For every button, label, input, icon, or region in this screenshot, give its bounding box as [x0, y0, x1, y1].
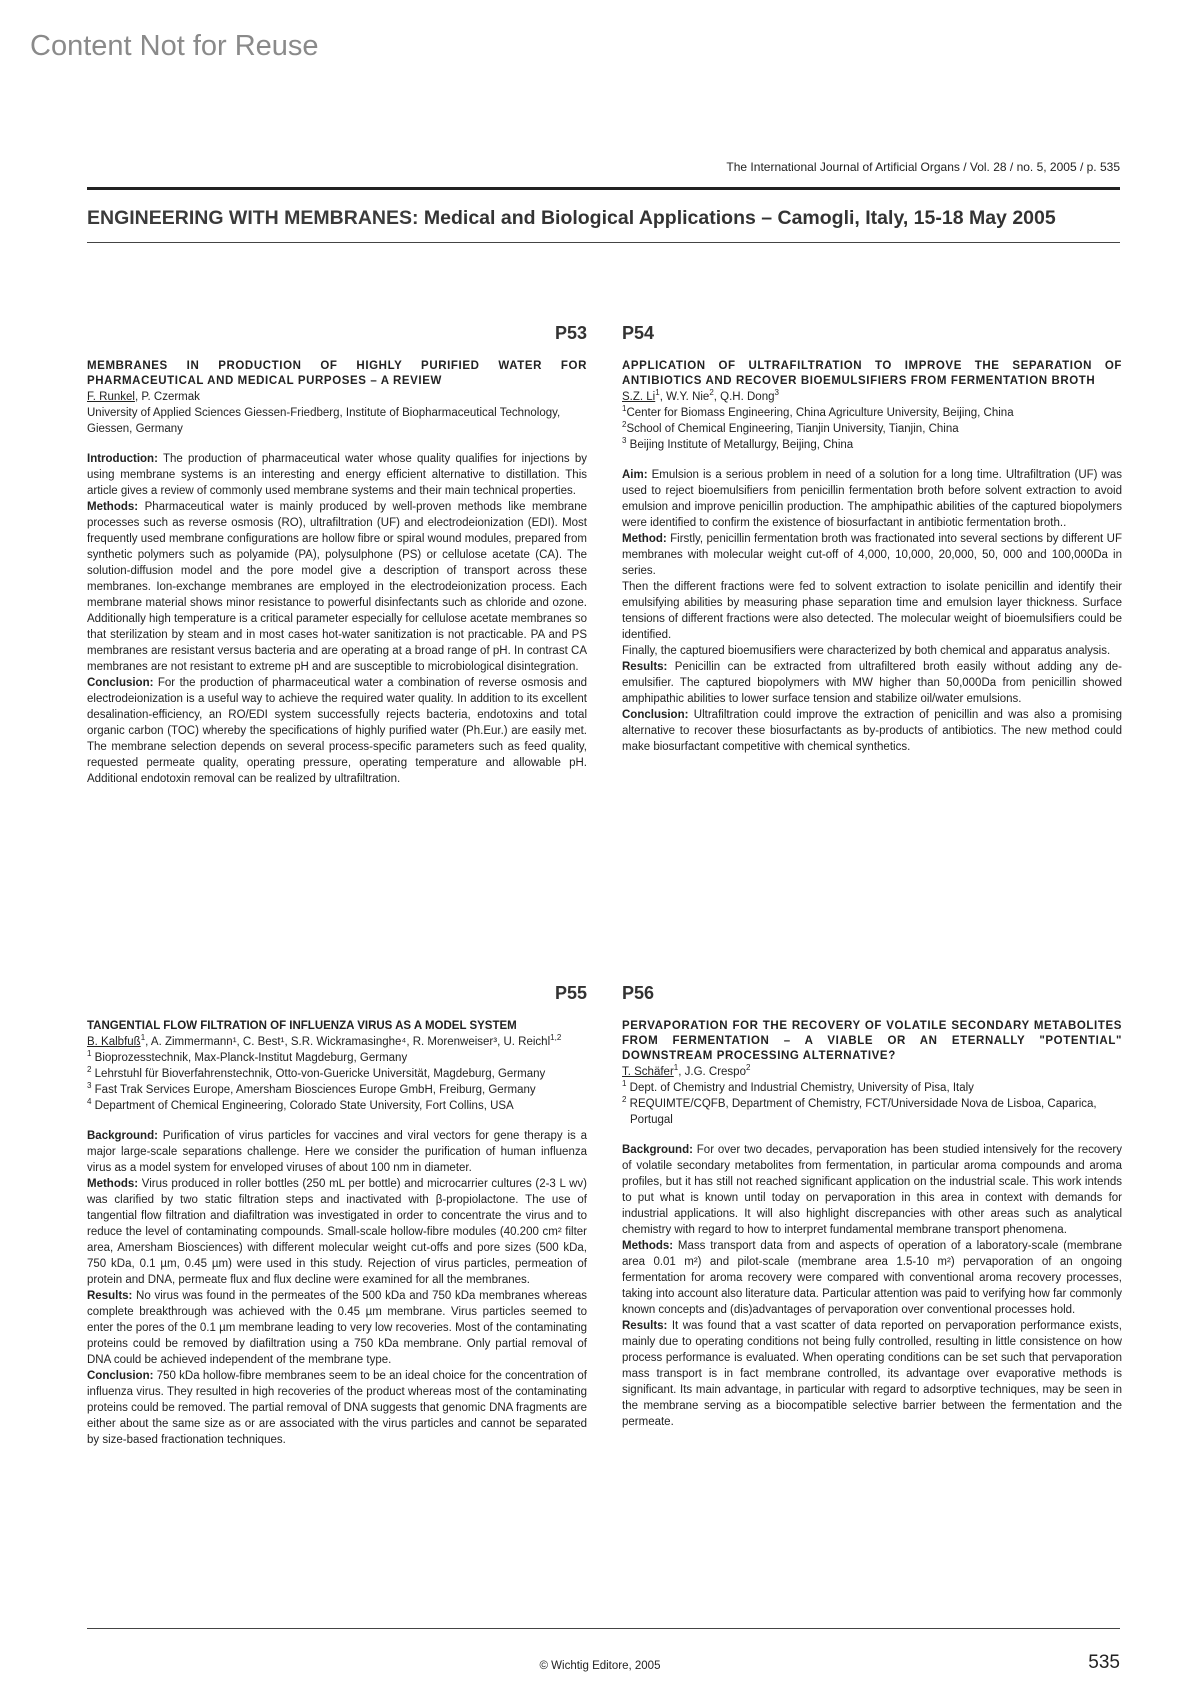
abstract-method-3: Finally, the captured bioemusifiers were characterized by both chemical and apparatus analysis. [622, 645, 1111, 657]
abstract-number: P54 [622, 323, 655, 343]
journal-citation: The International Journal of Artificial Organs / Vol. 28 / no. 5, 2005 / p. 535 [726, 160, 1120, 174]
abstract-authors: F. Runkel, P. Czermak [87, 391, 200, 403]
abstract-methods: Methods: Mass transport data from and aspects of operation of a laboratory-scale (membrane area 0.01 m²) and pilot-scale (membrane area 1.5-10 m²) pervaporation of an ongoing fermentation for aroma recovery were compared with conventional aroma recovery processes, taking into account also literature data. Particular attention was paid to verifying how far commonly known concepts and (dis)advantages of pervaporation over conventional processes hold. [622, 1240, 1122, 1316]
abstract-method-2: Then the different fractions were fed to solvent extraction to isolate penicillin and identify their emulsifying abilities by measuring phase separation time and emulsion layer thickness. Surface tensions of different fractions were also detected. The molecular weight of bioemulsifiers could be identified. [622, 581, 1122, 641]
abstract-methods: Methods: Pharmaceutical water is mainly produced by well-proven methods like membrane processes such as reverse osmosis (RO), ultrafiltration (UF) and electrodeionization (EDI). Most frequently used membrane configurations are hollow fibre or spiral wound modules, prepared from synthetic polymers such as polyamide (PA), polysulphone (PS) or cellulose acetate (CA). The solution-diffusion model and the pore model give a description of transport across these membranes. Ion-exchange membranes are employed in the electrodeionization process. Each membrane material shows minor resistance to powerful disinfectants such as chloride and ozone. Additionally high temperature is a critical parameter especially for cellulose acetate membranes so that sterilization by steam and in most cases hot-water sanitization is not practicable. PA and PS membranes are resistant versus bacteria and are operating at a broad range of pH. In contrast CA membranes are not resistant to extreme pH and are susceptible to microbiological disintegration. [87, 501, 587, 673]
abstract-p53 [87, 325, 587, 787]
abstract-method: Method: Firstly, penicillin fermentation broth was fractionated into several sections by different UF membranes with molecular weight cut-off of 4,000, 10,000, 20,000, 50, 000 and 100,000Da in series. [622, 533, 1122, 577]
abstract-title: MEMBRANES IN PRODUCTION OF HIGHLY PURIFIED WATER FOR PHARMACEUTICAL AND MEDICAL PURPOSES – A REVIEW [87, 360, 587, 387]
abstract-background: Background: For over two decades, pervaporation has been studied intensively for the recovery of volatile secondary metabolites from fermentation, in particular aroma compounds and aroma profiles, but it has still not reached significant application on the industrial scale. This work intends to put what is known until today on pervaporation in this area in context with demands for industrial applications. It will also highlight discrepancies with other areas such as analytical chemistry with regard to how to interpret fundamental membrane transport phenomena. [622, 1144, 1122, 1236]
abstract-title: APPLICATION OF ULTRAFILTRATION TO IMPROVE THE SEPARATION OF ANTIBIOTICS AND RECOVER BIOEMULSIFIERS FROM FERMENTATION BROTH [622, 360, 1122, 387]
header-rule-bottom [87, 242, 1120, 243]
abstract-authors: S.Z. Li$^1$, W.Y. Nie$^2$, Q.H. Dong$^3$ [622, 388, 779, 403]
abstract-p56 [622, 985, 1122, 1430]
conference-title: ENGINEERING WITH MEMBRANES: Medical and Biological Applications – Camogli, Italy, 15-18 May 2005 [87, 207, 1056, 229]
abstract-results: Results: It was found that a vast scatter of data reported on pervaporation performance exists, mainly due to operating conditions not being fully controlled, resulting in little consistence on how process performance is evaluated. When operating conditions can be set such that pervaporation mass transport is in fact membrane controlled, its advantage over evaporative methods is significant. Its main advantage, in particular with regard to adsorptive techniques, may be seen in the membrane serving as a biocompatible selective barrier between the fermentation and the permeate. [622, 1320, 1122, 1428]
abstract-title: TANGENTIAL FLOW FILTRATION OF INFLUENZA VIRUS AS A MODEL SYSTEM [87, 1020, 517, 1032]
abstract-introduction: Introduction: The production of pharmaceutical water whose quality qualifies for injections by using membrane systems is an interesting and energy efficient alternative to distillation. This article gives a review of commonly used membrane systems and their main technical properties. [87, 453, 587, 497]
abstract-methods: Methods: Virus produced in roller bottles (250 mL per bottle) and microcarrier cultures (2-3 L wv) was clarified by two static filtration steps and inactivated with β-propiolactone. The use of tangential flow filtration and diafiltration was investigated in order to concentrate the virus and to reduce the level of contaminating compounds. Small-scale hollow-fibre modules (40.200 cm² filter area, Amersham Biosciences) with different molecular weight cut-offs and pore sizes (500 kDa, 750 kDa, 0.1 µm, 0.45 µm) were used in this study. Rejection of virus particles, permeation of protein and DNA, permeate flux and flux decline were examined for all the membranes. [87, 1178, 587, 1286]
abstract-results: Results: No virus was found in the permeates of the 500 kDa and 750 kDa membranes whereas complete breakthrough was achieved with the 0.45 µm membrane. Virus particles seemed to enter the pores of the 0.1 µm membrane leading to very low recoveries. Most of the contaminating proteins could be removed by diafiltration using a 750 kDa membrane. Only partial removal of DNA could be achieved independent of the membrane type. [87, 1290, 587, 1366]
page-number: 535 [1088, 1652, 1120, 1673]
abstract-number: P53 [554, 323, 587, 343]
abstract-affiliation: $^1$Center for Biomass Engineering, China Agriculture University, Beijing, China $^2$School of Chemical Engineering, Tianjin University, Tianjin, China $^3$ Beijing Institute of Metallurgy, Beijing, China [622, 404, 1014, 451]
abstract-authors: T. Schäfer$^1$, J.G. Crespo$^2$ [622, 1063, 751, 1078]
abstract-authors: B. Kalbfuß$^1$, A. Zimmermann¹, C. Best¹, S.R. Wickramasinghe⁴, R. Morenweiser³, U. Reichl$^{1,2}$ [87, 1033, 562, 1048]
abstract-results: Results: Penicillin can be extracted from ultrafiltered broth easily without adding any de-emulsifier. The captured biopolymers with MW higher than 50,000Da from penicillin showed amphipathic abilities to lower surface tension and stabilize oil/water emulsions. [622, 661, 1122, 705]
footer-rule [87, 1628, 1120, 1629]
abstract-conclusion: Conclusion: Ultrafiltration could improve the extraction of penicillin and was also a promising alternative to recover these biosurfactants as by-products of antibiotics. The new method could make biosurfactant competitive with chemical synthetics. [622, 709, 1122, 753]
abstract-p55 [87, 985, 587, 1448]
footer-copyright: © Wichtig Editore, 2005 [539, 1660, 661, 1672]
abstract-conclusion: Conclusion: For the production of pharmaceutical water a combination of reverse osmosis and electrodeionization is a useful way to achieve the required water quality. In addition to its excellent desalination-efficiency, an RO/EDI system successfully rejects bacteria, endotoxins and total organic carbon (TOC) whereby the specifications of highly purified water (Ph.Eur.) are easily met. The membrane selection depends on several process-specific parameters such as feed quality, requested permeate quality, operating pressure, operating temperature and allowable pH. Additional endotoxin removal can be realized by ultrafiltration. [87, 677, 587, 785]
abstract-number: P56 [622, 983, 655, 1003]
abstract-background: Background: Purification of virus particles for vaccines and viral vectors for gene therapy is a major large-scale separations challenge. Here we consider the purification of human influenza virus as a model system for enveloped viruses of about 100 nm in diameter. [87, 1130, 587, 1174]
abstract-title: PERVAPORATION FOR THE RECOVERY OF VOLATILE SECONDARY METABOLITES FROM FERMENTATION – A VIABLE OR AN ETERNALLY "POTENTIAL" DOWNSTREAM PROCESSING ALTERNATIVE? [622, 1020, 1122, 1062]
watermark: Content Not for Reuse [30, 30, 319, 62]
header-rule [87, 187, 1120, 190]
abstract-affiliation: $^1$ Bioprozesstechnik, Max-Planck-Institut Magdeburg, Germany $^2$ Lehrstuhl für Bioverfahrenstechnik, Otto-von-Guericke Universität, Magdeburg, Germany $^3$ Fast Trak Services Europe, Amersham Biosciences Europe GmbH, Freiburg, Germany $^4$ Department of Chemical Engineering, Colorado State University, Fort Collins, USA [87, 1049, 546, 1112]
abstract-affiliation: $^1$ Dept. of Chemistry and Industrial Chemistry, University of Pisa, Italy $^2$ REQUIMTE/CQFB, Department of Chemistry, FCT/Universidade Nova de Lisboa, Caparica, Portugal [622, 1079, 1097, 1126]
abstract-aim: Aim: Emulsion is a serious problem in need of a solution for a long time. Ultrafiltration (UF) was used to reject bioemulsifiers from penicillin fermentation broth before solvent extraction to avoid emulsion and improve penicillin production. The amphipathic abilities of the captured biopolymers were identified to confirm the existence of biosurfactant in antibiotic fermentation broth.. [622, 469, 1122, 529]
abstract-number: P55 [554, 983, 587, 1003]
abstract-affiliation: University of Applied Sciences Giessen-Friedberg, Institute of Biopharmaceutical Technology, Giessen, Germany [87, 407, 561, 435]
abstract-p54 [622, 325, 1122, 755]
abstract-conclusion: Conclusion: 750 kDa hollow-fibre membranes seem to be an ideal choice for the concentration of influenza virus. They resulted in high recoveries of the product whereas most of the contaminating proteins could be removed. The partial removal of DNA suggests that genomic DNA fragments are either about the same size as or are associated with the virus particles and cannot be separated by size-based fractionation techniques. [87, 1370, 587, 1446]
